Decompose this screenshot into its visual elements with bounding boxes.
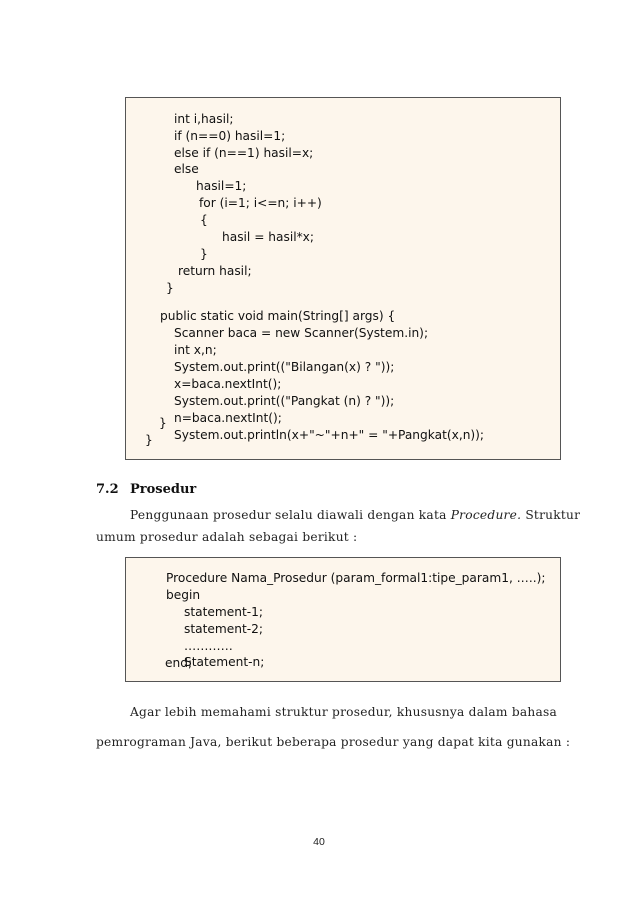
section-title: Prosedur — [130, 482, 197, 497]
code-line: if (n==0) hasil=1; — [174, 129, 286, 143]
paragraph-text: Struktur — [521, 508, 581, 522]
paragraph-1-line-1 — [130, 508, 580, 522]
code-line: end; — [165, 656, 193, 670]
paragraph-1-line-2: umum prosedur adalah sebagai berikut : — [96, 530, 358, 544]
section-heading — [96, 482, 196, 497]
code-line: } — [166, 281, 174, 295]
section-number: 7.2 — [96, 482, 119, 497]
code-line: hasil=1; — [196, 179, 247, 193]
code-line: { — [200, 213, 208, 227]
code-line: } — [159, 416, 167, 430]
code-line: } — [145, 433, 153, 447]
code-line: statement-1; — [184, 605, 264, 619]
paragraph-2-line-1: Agar lebih memahami struktur prosedur, khususnya dalam bahasa — [130, 705, 558, 719]
paragraph-emphasis: Procedure. — [450, 508, 522, 522]
code-line: else — [174, 162, 199, 176]
code-line: statement-2; — [184, 622, 264, 636]
code-line: ………… — [184, 639, 233, 653]
code-line: int x,n; — [174, 343, 217, 357]
code-line: Scanner baca = new Scanner(System.in); — [174, 326, 429, 340]
code-line: Statement-n; — [184, 655, 265, 669]
code-line: for (i=1; i<=n; i++) — [199, 196, 322, 210]
code-line: public static void main(String[] args) { — [160, 309, 396, 323]
code-line: hasil = hasil*x; — [222, 230, 315, 244]
page-number: 40 — [313, 836, 325, 848]
code-line: System.out.println(x+"~"+n+" = "+Pangkat(x,n)); — [174, 428, 485, 442]
paragraph-text: Penggunaan prosedur selalu diawali dengan kata — [130, 508, 451, 522]
code-line: System.out.print(("Pangkat (n) ? ")); — [174, 394, 395, 408]
code-line: begin — [166, 588, 201, 602]
code-line: x=baca.nextInt(); — [174, 377, 282, 391]
paragraph-2-line-2: pemrograman Java, berikut beberapa prosedur yang dapat kita gunakan : — [96, 735, 571, 749]
code-line: return hasil; — [178, 264, 252, 278]
code-line: Procedure Nama_Prosedur (param_formal1:tipe_param1, .….); — [166, 571, 546, 585]
code-line: } — [200, 247, 208, 261]
code-line: n=baca.nextInt(); — [174, 411, 282, 425]
code-block-1 — [125, 97, 561, 460]
code-line: int i,hasil; — [174, 112, 234, 126]
code-line: System.out.print(("Bilangan(x) ? ")); — [174, 360, 395, 374]
code-line: else if (n==1) hasil=x; — [174, 146, 314, 160]
